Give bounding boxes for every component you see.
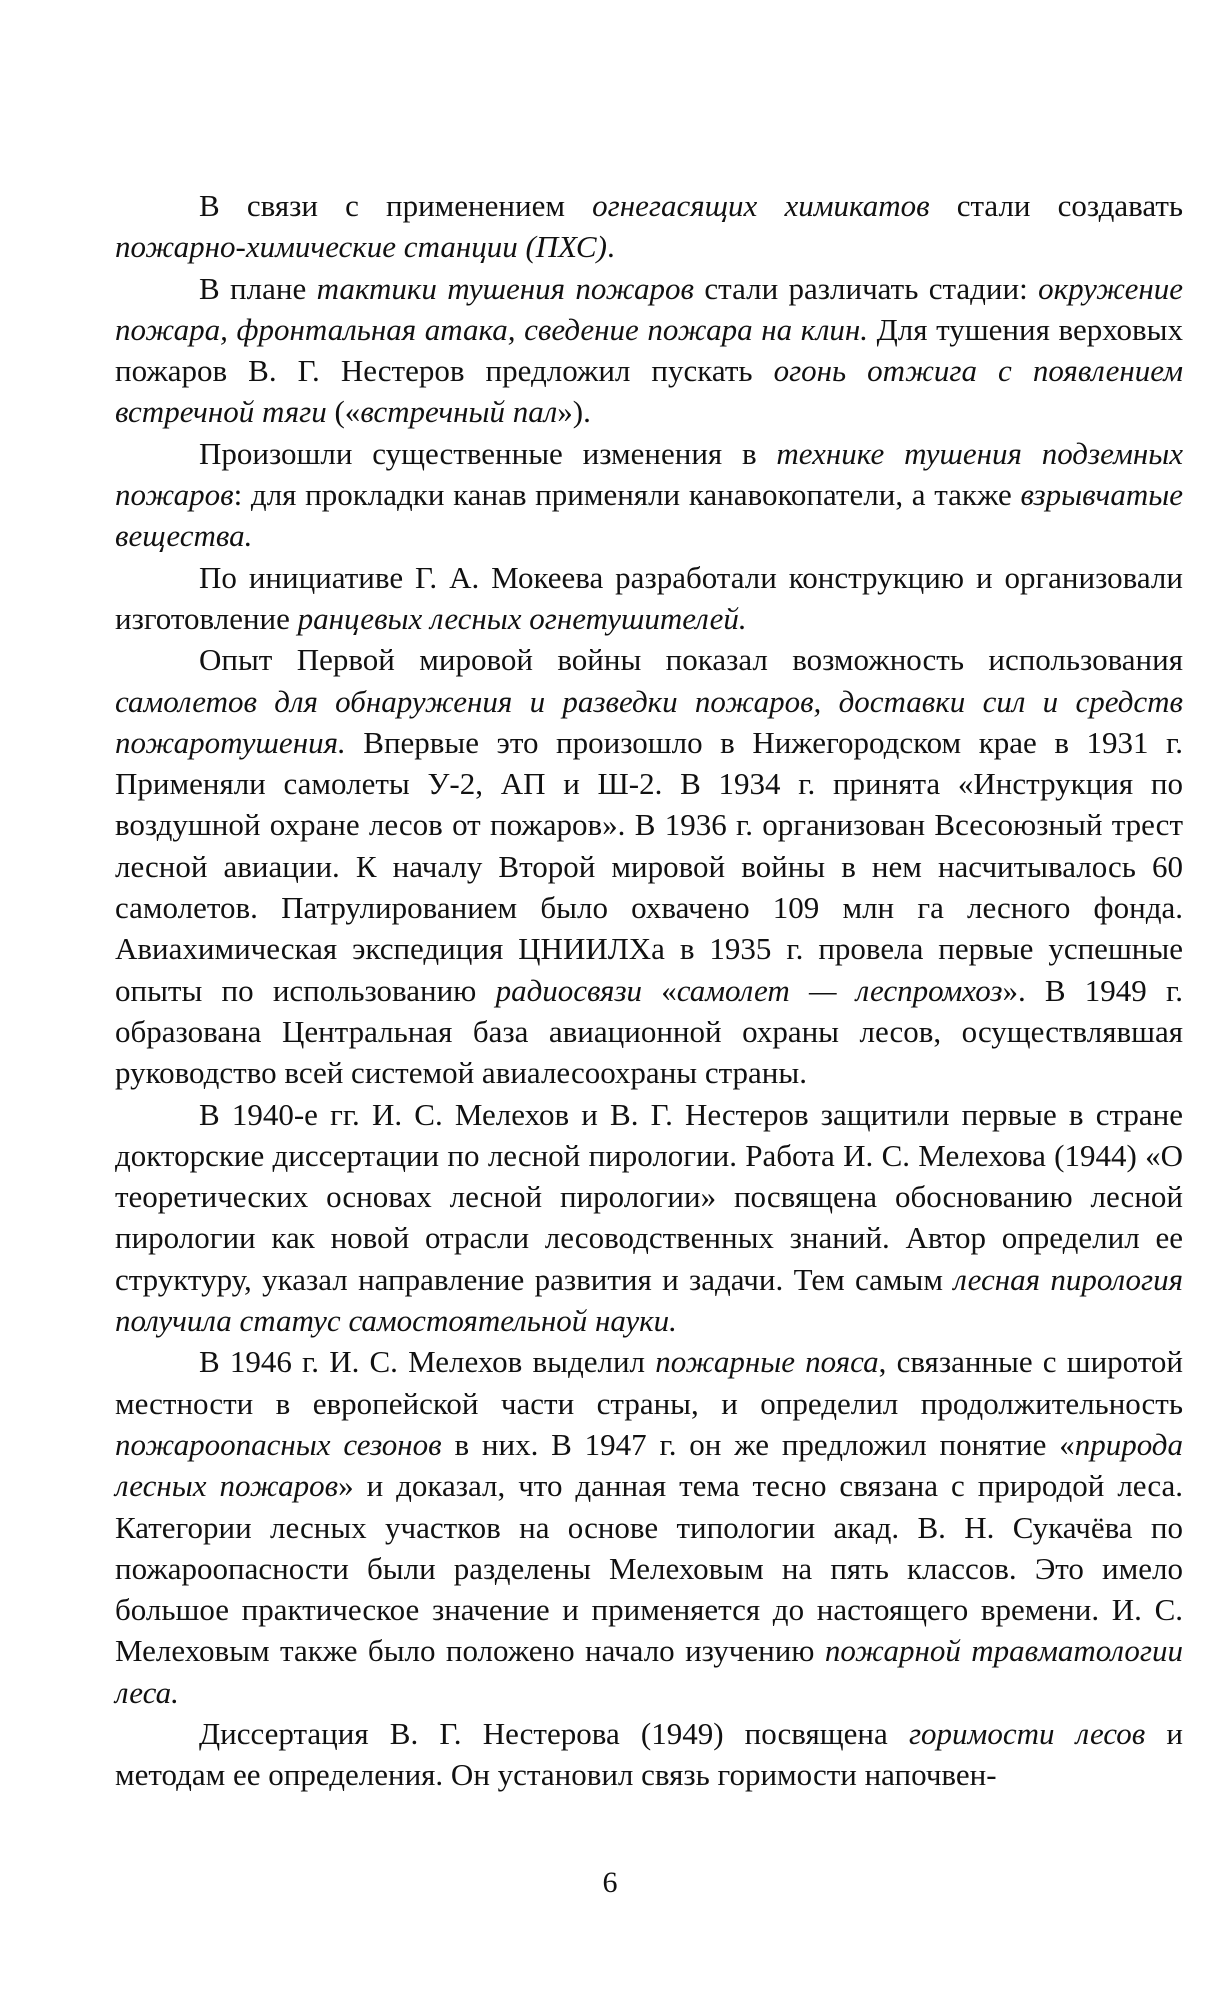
italic-run: самолет — леспромхоз bbox=[676, 972, 1003, 1008]
paragraph-2 bbox=[115, 268, 1183, 433]
italic-run: ранцевых лесных огнетушителей. bbox=[297, 600, 747, 636]
paragraph-4 bbox=[115, 557, 1183, 640]
paragraph-7 bbox=[115, 1341, 1183, 1713]
text-run: Для тушения верховых пожаров В. Г. Нестеров предложил пускать bbox=[115, 311, 1183, 389]
text-run: В связи с применением bbox=[199, 188, 593, 223]
italic-run: природа лесных пожаров bbox=[115, 1426, 1183, 1504]
italic-run: пожарные пояса bbox=[655, 1344, 879, 1380]
italic-run: самолетов для обнаружения и разведки пожаров, доставки сил и средств пожаротушения. bbox=[115, 683, 1183, 760]
text-run: стали различать стадии: bbox=[694, 270, 1039, 306]
text-run: Опыт Первой мировой войны показал возможность использования bbox=[199, 642, 1183, 678]
paragraph-3 bbox=[115, 433, 1183, 557]
italic-run: взрывчатые вещества. bbox=[115, 477, 1183, 554]
paragraph-1 bbox=[115, 185, 1183, 268]
text-run: в них. В 1947 г. он же предложил понятие « bbox=[441, 1426, 1075, 1462]
paragraph-8 bbox=[115, 1713, 1183, 1796]
paragraph-5 bbox=[115, 639, 1183, 1093]
text-run: Произошли существенные изменения в bbox=[199, 435, 777, 471]
text-run: Диссертация В. Г. Нестерова (1949) посвящена bbox=[199, 1715, 909, 1751]
text-run: В 1940-е гг. И. С. Мелехов и В. Г. Нестеров защитили первые в стране докторские диссертации по лесной пирологии. Работа И. С. Мелехова (1944) «О теоретических основах лесной пирологии» посвящена обоснованию лесной пирологии как новой отрасли лесоводственных знаний. Автор определил ее структуру, указал направление развития и задачи. Тем самым bbox=[115, 1096, 1183, 1297]
italic-run: огнегасящих химикатов bbox=[592, 188, 930, 223]
text-run: , связанные с широтой местности в европейской части страны, и определил продолжительность bbox=[115, 1344, 1183, 1421]
text-run: По инициативе Г. А. Мокеева разработали конструкцию и организовали изготовление bbox=[115, 559, 1183, 636]
text-run: . bbox=[606, 229, 615, 265]
text-run: »). bbox=[557, 394, 591, 430]
text-run: В 1946 г. И. С. Мелехов выделил bbox=[199, 1344, 656, 1380]
italic-run: лесная пирология получила статус самостоятельной науки. bbox=[115, 1261, 1183, 1339]
text-run: и методам ее определения. Он установил связь горимости напочвен- bbox=[115, 1715, 1183, 1793]
page-body bbox=[115, 185, 1183, 1796]
italic-run: окружение пожара, фронтальная атака, сведение пожара на клин. bbox=[115, 270, 1183, 347]
italic-run: встречный пал bbox=[360, 394, 558, 430]
text-run: Впервые это произошло в Нижегородском крае в 1931 г. Применяли самолеты У-2, АП и Ш-2. В 1934 г. принята «Инструкция по воздушной охране лесов от пожаров». В 1936 г. организован Всесоюзный трест лесной авиации. К началу Второй мировой войны в нем насчитывалось 60 самолетов. Патрулированием было охвачено 109 млн га лесного фонда. Авиахимическая экспедиция ЦНИИЛХа в 1935 г. провела первые успешные опыты по использованию bbox=[115, 724, 1183, 1008]
italic-run: пожарной травматологии леса. bbox=[115, 1633, 1183, 1710]
text-run: ». В 1949 г. образована Центральная база авиационной охраны лесов, осуществлявшая руководство всей системой авиалесоохраны страны. bbox=[115, 972, 1183, 1091]
page-number: 6 bbox=[602, 1866, 618, 1899]
text-run: стали создавать bbox=[929, 188, 1184, 223]
text-run: : для прокладки канав применяли канавокопатели, а также bbox=[233, 477, 1021, 513]
text-run: « bbox=[642, 972, 677, 1008]
italic-run: технике тушения подземных пожаров bbox=[115, 435, 1183, 513]
text-run: В плане bbox=[199, 270, 317, 306]
italic-run: радиосвязи bbox=[495, 972, 643, 1008]
italic-run: тактики тушения пожаров bbox=[316, 270, 695, 306]
italic-run: пожарно-химические станции (ПХС) bbox=[115, 229, 607, 265]
paragraph-6 bbox=[115, 1094, 1183, 1342]
text-run: (« bbox=[326, 394, 361, 430]
italic-run: горимости лесов bbox=[908, 1715, 1146, 1751]
italic-run: огонь отжига с появлением встречной тяги bbox=[115, 353, 1183, 430]
text-run: » и доказал, что данная тема тесно связана с природой леса. Категории лесных участков на основе типологии акад. В. Н. Сукачёва по пожароопасности были разделены Мелеховым на пять классов. Это имело большое практическое значение и применяется до настоящего времени. И. С. Мелеховым также было положено начало изучению bbox=[115, 1468, 1183, 1669]
italic-run: пожароопасных сезонов bbox=[115, 1426, 442, 1462]
